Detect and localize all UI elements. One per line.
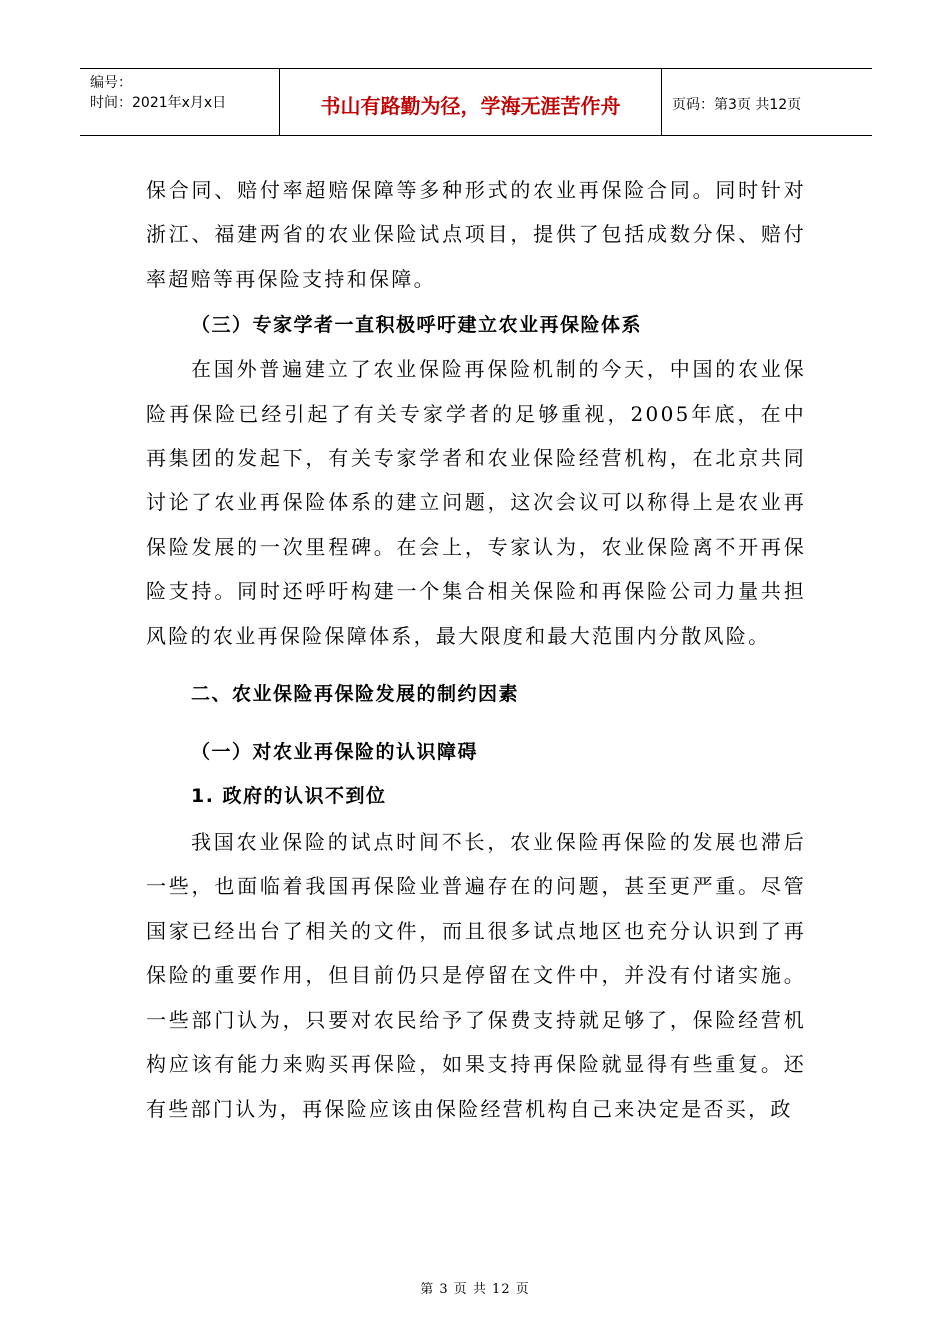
- document-number-label: 编号：: [90, 75, 132, 91]
- section-heading-3: （三）专家学者一直积极呼吁建立农业再保险体系: [191, 314, 643, 337]
- header-page-info-cell: [662, 69, 872, 135]
- page-header: [80, 68, 872, 136]
- body-paragraph-continued: 保合同、赔付率超赔保障等多种形式的农业再保险合同。同时针对浙江、福建两省的农业保险试点项目，提供了包括成数分保、赔付率超赔等再保险支持和保障。: [146, 178, 806, 291]
- body-paragraph-experts: 在国外普遍建立了农业保险再保险机制的今天，中国的农业保险再保险已经引起了有关专家学者的足够重视，2005年底，在中再集团的发起下，有关专家学者和农业保险经营机构，在北京共同讨论了农业再保险体系的建立问题，这次会议可以称得上是农业再保险发展的一次里程碑。在会上，专家认为，农业保险离不开再保险支持。同时还呼吁构建一个集合相关保险和再保险公司力量共担风险的农业再保险保障体系，最大限度和最大范围内分散风险。: [146, 357, 806, 648]
- section-heading-1: （一）对农业再保险的认识障碍: [191, 741, 479, 764]
- document-date-label: 时间：2021年x月x日: [90, 95, 227, 111]
- page-footer: 第 3 页 共 12 页: [420, 1282, 530, 1297]
- subsection-heading-1: 1. 政府的认识不到位: [191, 785, 387, 808]
- document-body: [146, 168, 806, 1131]
- header-motto: 书山有路勤为径，学海无涯苦作舟: [320, 93, 621, 118]
- chapter-heading-2: 二、农业保险再保险发展的制约因素: [191, 683, 520, 706]
- header-page-info: 页码：第3页 共12页: [672, 97, 802, 113]
- body-paragraph-government: 我国农业保险的试点时间不长，农业保险再保险的发展也滞后一些，也面临着我国再保险业普遍存在的问题，甚至更严重。尽管国家已经出台了相关的文件，而且很多试点地区也充分认识到了再保险的重要作用，但目前仍只是停留在文件中，并没有付诸实施。一些部门认为，只要对农民给予了保费支持就足够了，保险经营机构应该有能力来购买再保险，如果支持再保险就显得有些重复。还有些部门认为，再保险应该由保险经营机构自己来决定是否买，政: [146, 830, 806, 1121]
- header-meta: [80, 69, 280, 135]
- header-motto-cell: [280, 69, 662, 135]
